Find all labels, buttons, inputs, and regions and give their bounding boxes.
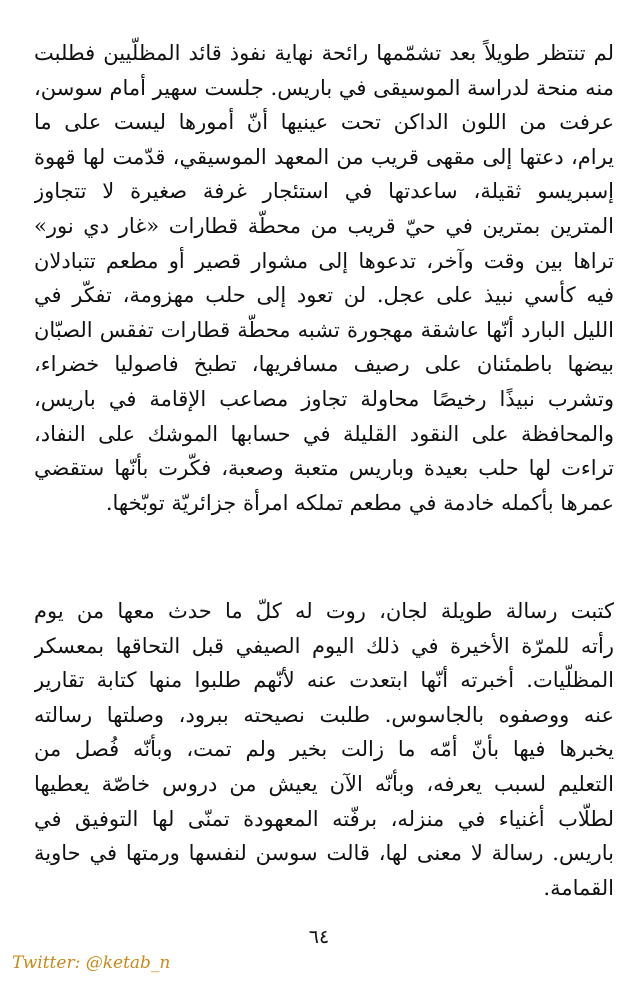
text-line: وتشرب نبيذًا رخيصًا محاولة تجاوز مصاعب الإقامة في باريس، xyxy=(34,386,614,411)
text-line: والمحافظة على النقود القليلة في حسابها الموشك على النفاد، xyxy=(34,421,614,446)
text-line: عمرها بأكمله خادمة في مطعم تملكه امرأة جزائريّة توبّخها. xyxy=(105,490,614,515)
text-line: التعليم لسبب يعرفه، وبأنّه الآن يعيش من دروس خاصّة يعطيها xyxy=(34,771,614,796)
text-line: المظلّيات. أخبرته أنّها ابتعدت عنه لأنّهم طلبوا منها كتابة تقارير xyxy=(34,668,614,693)
twitter-credit: Twitter: @ketab_n xyxy=(12,953,171,973)
paragraph-2 xyxy=(34,594,614,905)
text-line: يخبرها فيها بأنّ أمّه ما زالت بخير ولم تمت، وبأنّه فُصل من xyxy=(34,737,614,762)
text-line: لطلّاب أغنياء في منزله، برفّته المعهودة تمنّى لها التوفيق في xyxy=(34,806,614,831)
text-line: منه منحة لدراسة الموسيقى في باريس. جلست سهير أمام سوسن، xyxy=(34,75,614,100)
text-line: رأته للمرّة الأخيرة في ذلك اليوم الصيفي قبل التحاقها بمعسكر xyxy=(34,633,614,658)
text-line: لم تنتظر طويلاً بعد تشمّمها رائحة نهاية نفوذ قائد المظلّيين فطلبت xyxy=(34,41,614,65)
text-line: تراها بين وقت وآخر، تدعوها إلى مشوار قصير أو مطعم تتبادلان xyxy=(34,248,614,273)
text-line: إسبريسو ثقيلة، ساعدتها في استئجار غرفة صغيرة لا تتجاوز xyxy=(34,179,614,204)
text-line: عنه ووصفوه بالجاسوس. طلبت نصيحته ببرود، وصلتها رسالته xyxy=(34,702,614,727)
text-line: المترين بمترين في حيّ قريب من محطّة قطارات «غار دي نور» xyxy=(34,213,614,238)
text-line: يرام، دعتها إلى مقهى قريب من المعهد الموسيقي، قدّمت لها قهوة xyxy=(34,144,614,169)
text-line: الليل البارد أنّها عاشقة مهجورة تشبه محطّة قطارات تفقس الصبّان xyxy=(34,317,614,342)
text-line: بيضها باطمئنان على رصيف مسافريها، تطبخ فاصوليا خضراء، xyxy=(34,352,614,377)
text-line: فيه كأسي نبيذ على عجل. لن تعود إلى حلب مهزومة، تفكّر في xyxy=(34,283,614,308)
text-line: كتبت رسالة طويلة لجان، روت له كلّ ما حدث معها من يوم xyxy=(34,599,614,623)
text-line: القمامة. xyxy=(543,875,614,900)
text-line: تراءت لها حلب بعيدة وباريس متعبة وصعبة، فكّرت بأنّها ستقضي xyxy=(34,456,614,481)
text-line: عرفت من اللون الداكن تحت عينيها أنّ أمورها ليست على ما xyxy=(34,110,614,135)
page-number: ٦٤ xyxy=(308,926,330,948)
text-line: باريس. رسالة لا معنى لها، قالت سوسن لنفسها ورمتها في حاوية xyxy=(34,841,614,866)
paragraph-1 xyxy=(34,36,614,520)
